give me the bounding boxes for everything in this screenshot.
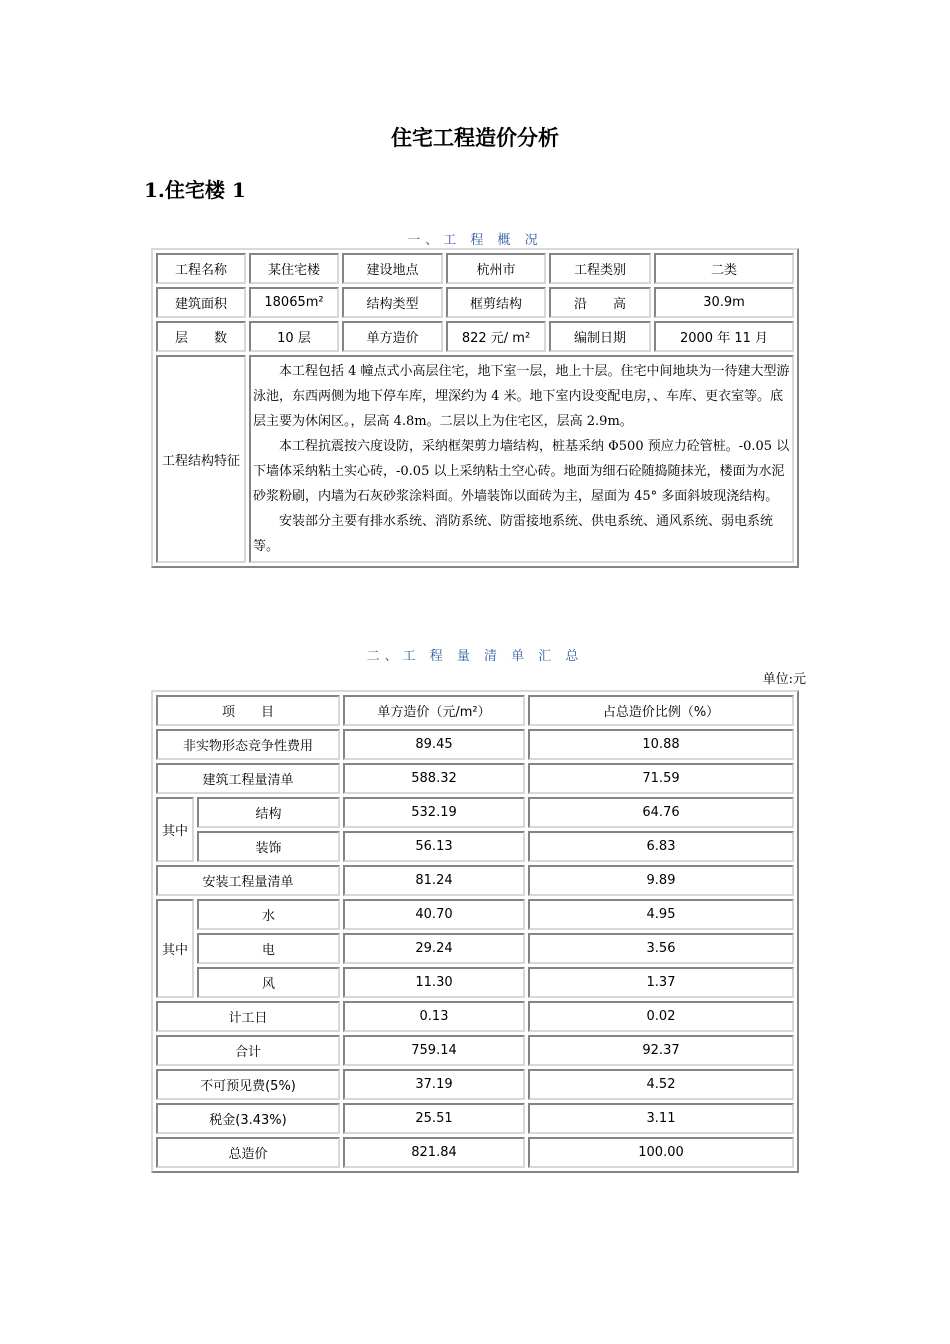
row-unit-cost: 532.19 bbox=[343, 797, 525, 828]
row-percentage: 71.59 bbox=[528, 763, 794, 794]
label-compile-date: 编制日期 bbox=[549, 321, 651, 352]
overview-row bbox=[156, 321, 794, 352]
row-unit-cost: 29.24 bbox=[343, 933, 525, 964]
row-label: 水 bbox=[197, 899, 340, 930]
table-row bbox=[156, 865, 794, 896]
row-unit-cost: 588.32 bbox=[343, 763, 525, 794]
row-percentage: 4.95 bbox=[528, 899, 794, 930]
row-unit-cost: 821.84 bbox=[343, 1137, 525, 1168]
table-row bbox=[156, 1001, 794, 1032]
row-unit-cost: 56.13 bbox=[343, 831, 525, 862]
table-row bbox=[156, 797, 794, 828]
label-height: 沿 高 bbox=[549, 287, 651, 318]
row-percentage: 1.37 bbox=[528, 967, 794, 998]
row-percentage: 10.88 bbox=[528, 729, 794, 760]
label-location: 建设地点 bbox=[342, 253, 443, 284]
row-label: 电 bbox=[197, 933, 340, 964]
table-row bbox=[156, 933, 794, 964]
row-label: 风 bbox=[197, 967, 340, 998]
row-unit-cost: 89.45 bbox=[343, 729, 525, 760]
header-item: 项 目 bbox=[156, 695, 340, 726]
row-percentage: 9.89 bbox=[528, 865, 794, 896]
label-floors: 层 数 bbox=[156, 321, 246, 352]
row-percentage: 0.02 bbox=[528, 1001, 794, 1032]
feature-paragraph: 本工程包括 4 幢点式小高层住宅，地下室一层，地上十层。住宅中间地块为一待建大型游泳池，东西两侧为地下停车库，埋深约为 4 米。地下室内设变配电房，、车库、更衣室等。底层主要为休闲区。，层高 4.8m。二层以上为住宅区，层高 2.9m。 bbox=[253, 364, 790, 429]
value-floor-area: 18065m² bbox=[249, 287, 339, 318]
row-unit-cost: 40.70 bbox=[343, 899, 525, 930]
label-structure-type: 结构类型 bbox=[342, 287, 443, 318]
row-percentage: 3.56 bbox=[528, 933, 794, 964]
table-row bbox=[156, 899, 794, 930]
value-project-name: 某住宅楼 bbox=[249, 253, 339, 284]
summary-table bbox=[151, 690, 799, 1173]
overview-row-features bbox=[156, 355, 794, 563]
table-row bbox=[156, 1137, 794, 1168]
table-row bbox=[156, 763, 794, 794]
overview-table bbox=[151, 248, 799, 568]
row-unit-cost: 37.19 bbox=[343, 1069, 525, 1100]
value-floors: 10 层 bbox=[249, 321, 339, 352]
row-label: 安装工程量清单 bbox=[156, 865, 340, 896]
document-title: 住宅工程造价分析 bbox=[391, 125, 559, 150]
label-structure-features: 工程结构特征 bbox=[156, 355, 246, 563]
value-location: 杭州市 bbox=[446, 253, 546, 284]
table-row bbox=[156, 967, 794, 998]
row-label: 计工日 bbox=[156, 1001, 340, 1032]
header-unit-cost: 单方造价（元/m²） bbox=[343, 695, 525, 726]
row-label: 不可预见费(5%) bbox=[156, 1069, 340, 1100]
row-label: 装饰 bbox=[197, 831, 340, 862]
label-project-name: 工程名称 bbox=[156, 253, 246, 284]
row-label: 结构 bbox=[197, 797, 340, 828]
value-structure-type: 框剪结构 bbox=[446, 287, 546, 318]
summary-header-row bbox=[156, 695, 794, 726]
overview-row bbox=[156, 253, 794, 284]
table-row bbox=[156, 1103, 794, 1134]
group-label: 其中 bbox=[156, 899, 194, 998]
row-percentage: 92.37 bbox=[528, 1035, 794, 1066]
row-label: 总造价 bbox=[156, 1137, 340, 1168]
value-height: 30.9m bbox=[654, 287, 794, 318]
row-percentage: 4.52 bbox=[528, 1069, 794, 1100]
group-label: 其中 bbox=[156, 797, 194, 862]
row-unit-cost: 25.51 bbox=[343, 1103, 525, 1134]
row-unit-cost: 759.14 bbox=[343, 1035, 525, 1066]
row-percentage: 64.76 bbox=[528, 797, 794, 828]
summary-caption: 二、工 程 量 清 单 汇 总 bbox=[366, 649, 584, 664]
table-row bbox=[156, 831, 794, 862]
value-compile-date: 2000 年 11 月 bbox=[654, 321, 794, 352]
row-unit-cost: 11.30 bbox=[343, 967, 525, 998]
label-floor-area: 建筑面积 bbox=[156, 287, 246, 318]
row-label: 税金(3.43%) bbox=[156, 1103, 340, 1134]
row-label: 合计 bbox=[156, 1035, 340, 1066]
row-percentage: 6.83 bbox=[528, 831, 794, 862]
row-unit-cost: 81.24 bbox=[343, 865, 525, 896]
overview-caption: 一、工 程 概 况 bbox=[407, 233, 543, 248]
overview-row bbox=[156, 287, 794, 318]
table-row bbox=[156, 729, 794, 760]
row-label: 非实物形态竞争性费用 bbox=[156, 729, 340, 760]
row-label: 建筑工程量清单 bbox=[156, 763, 340, 794]
unit-label: 单位:元 bbox=[762, 672, 806, 687]
row-percentage: 100.00 bbox=[528, 1137, 794, 1168]
header-percentage: 占总造价比例（%） bbox=[528, 695, 794, 726]
feature-paragraph: 本工程抗震按六度设防，采纳框架剪力墙结构，桩基采纳 Φ500 预应力砼管桩。-0.05 以下墙体采纳粘土实心砖，-0.05 以上采纳粘土空心砖。地面为细石砼随捣随抹光，楼面为水泥砂浆粉刷，内墙为石灰砂浆涂料面。外墙装饰以面砖为主，屋面为 45° 多面斜坡现浇结构。 bbox=[253, 439, 790, 504]
label-category: 工程类别 bbox=[549, 253, 651, 284]
section-heading: 1.住宅楼 1 bbox=[144, 178, 246, 202]
label-unit-cost: 单方造价 bbox=[342, 321, 443, 352]
value-category: 二类 bbox=[654, 253, 794, 284]
table-row bbox=[156, 1035, 794, 1066]
feature-paragraph: 安装部分主要有排水系统、消防系统、防雷接地系统、供电系统、通风系统、弱电系统等。 bbox=[253, 514, 774, 554]
structure-features-text bbox=[249, 355, 794, 563]
value-unit-cost: 822 元/ m² bbox=[446, 321, 546, 352]
row-percentage: 3.11 bbox=[528, 1103, 794, 1134]
table-row bbox=[156, 1069, 794, 1100]
row-unit-cost: 0.13 bbox=[343, 1001, 525, 1032]
